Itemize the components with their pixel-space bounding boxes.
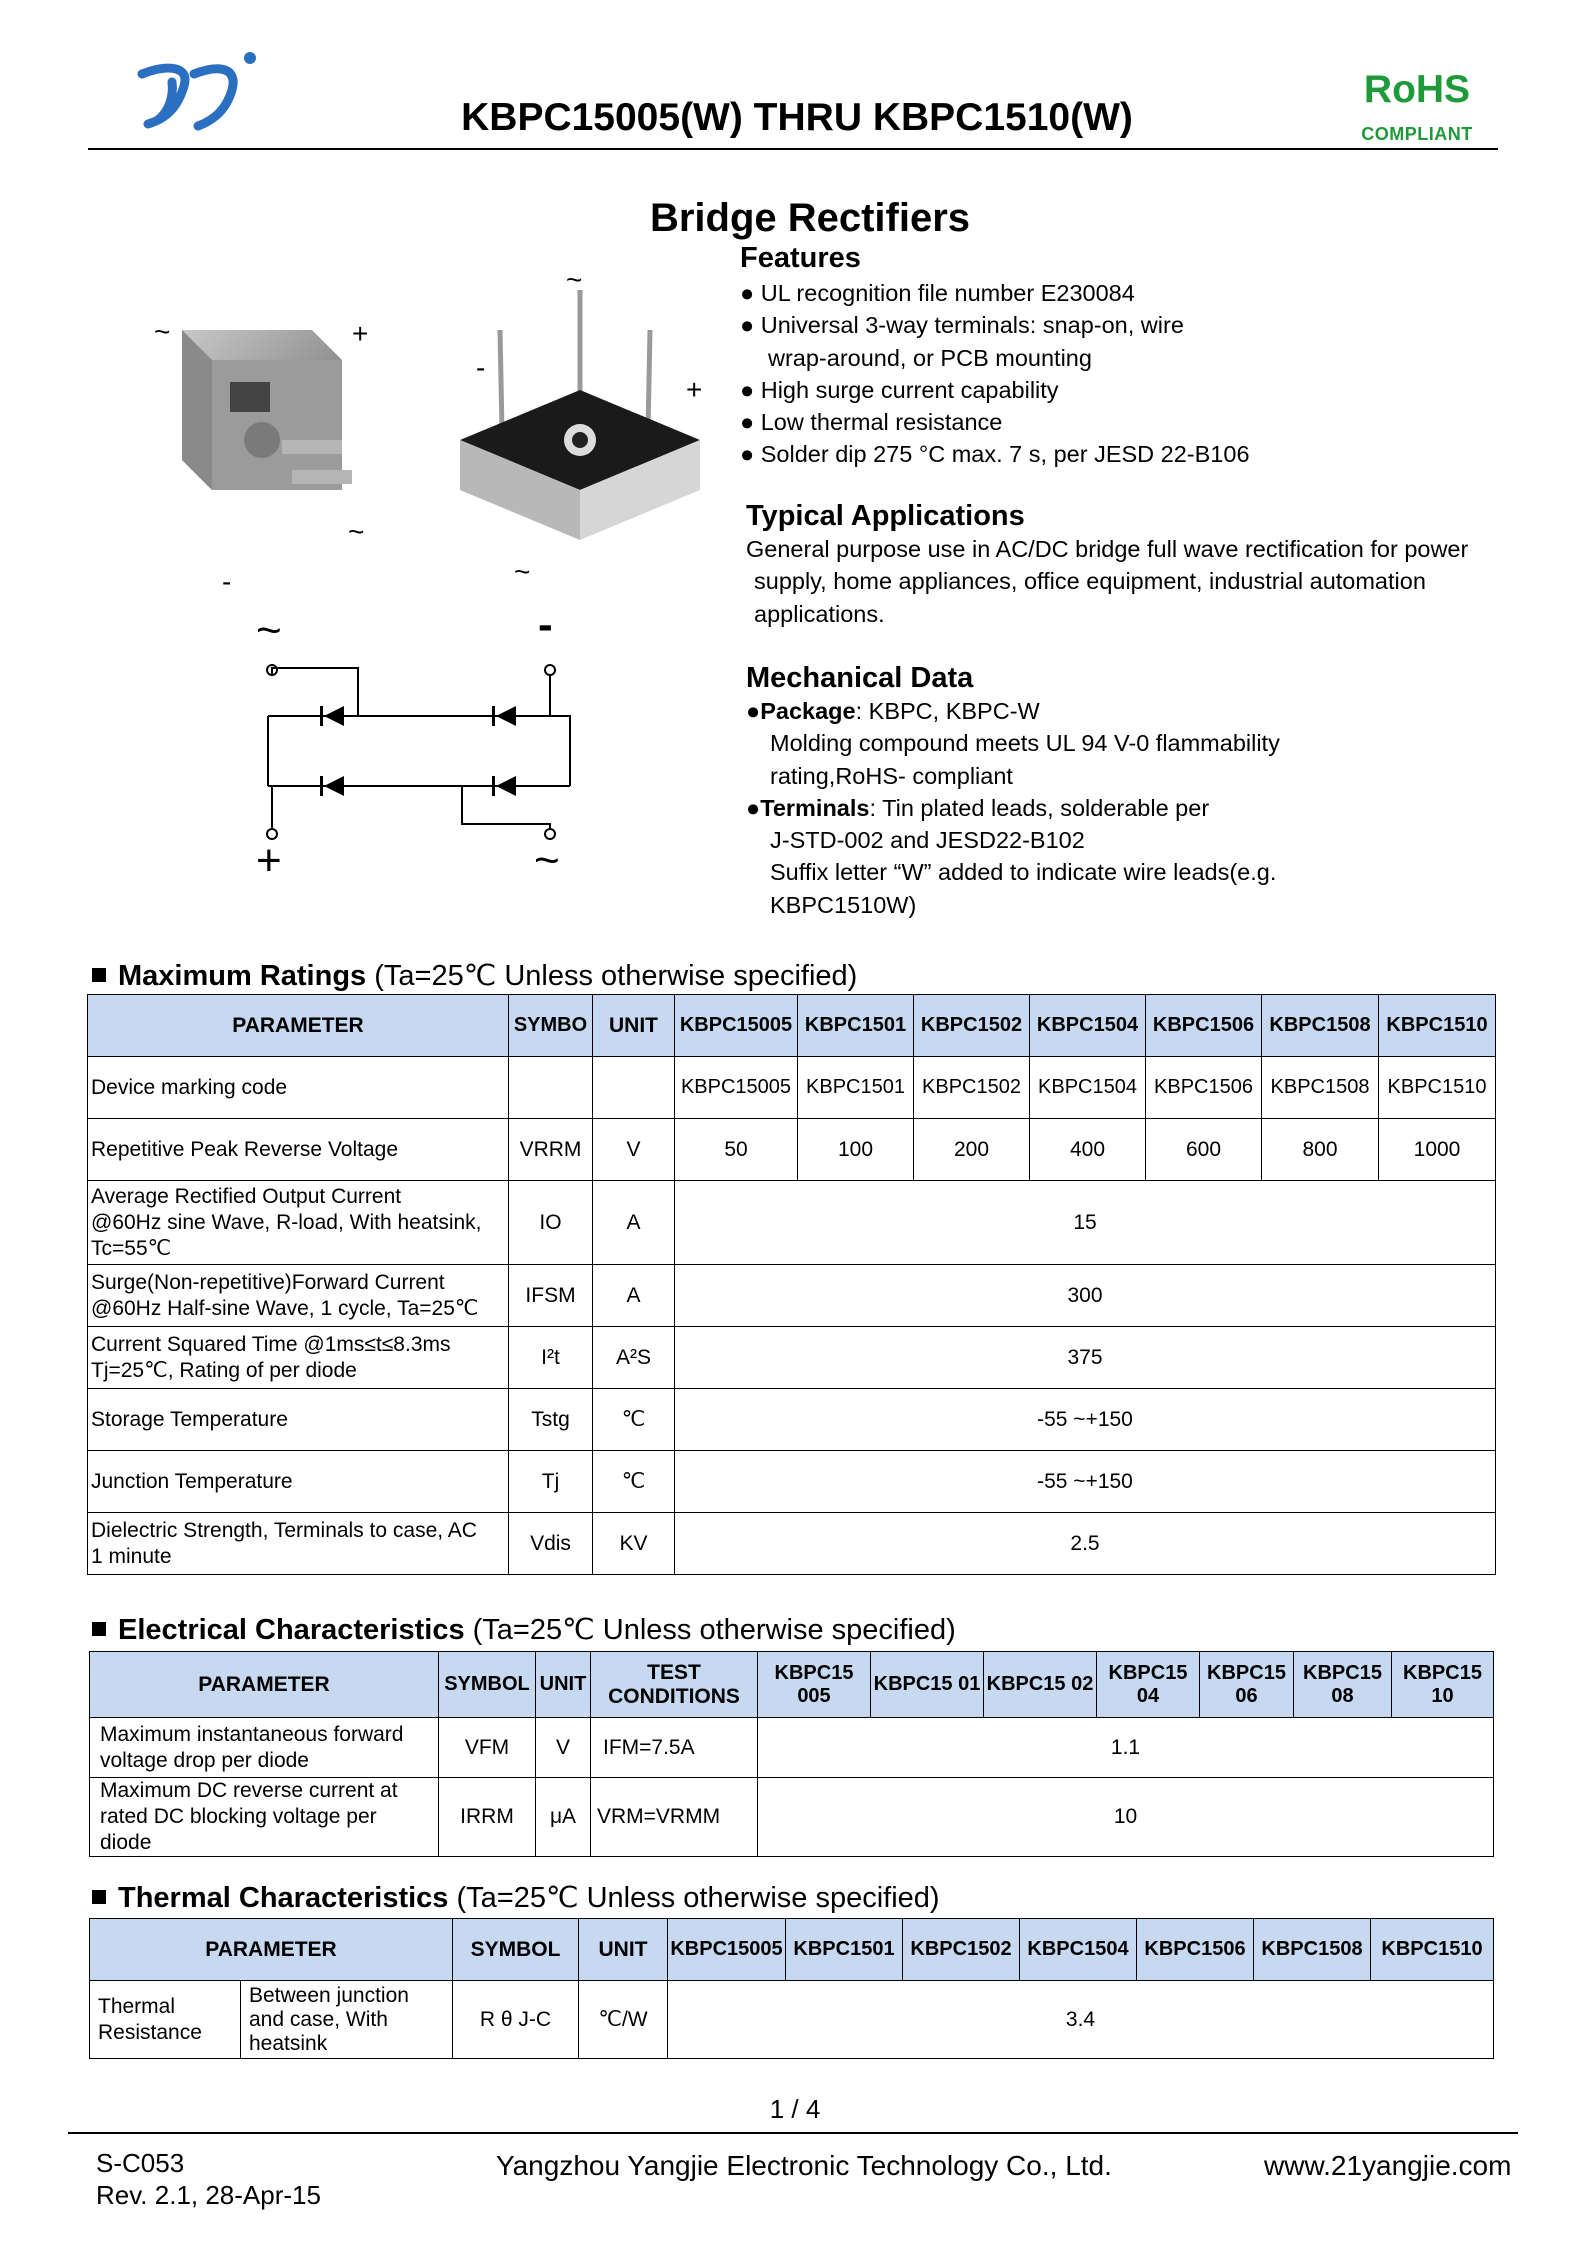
header-cell: PARAMETER: [90, 1919, 453, 1981]
header-cell: UNIT: [536, 1652, 591, 1718]
applications-text-line: supply, home appliances, office equipment, industrial automation: [754, 568, 1426, 595]
value-cell: 800: [1262, 1119, 1379, 1181]
feature-item: ● Universal 3-way terminals: snap-on, wire: [740, 312, 1184, 339]
table-row: [90, 1778, 1494, 1857]
header-cell: KBPC15 10: [1392, 1652, 1494, 1718]
table-row: [90, 1981, 1494, 2059]
electrical-heading: Electrical Characteristics (Ta=25℃ Unless otherwise specified): [92, 1612, 956, 1647]
pic1-label-ac-bottom: ~: [348, 516, 365, 547]
header-cell: UNIT: [593, 995, 675, 1057]
header-cell: KBPC15 01: [871, 1652, 984, 1718]
condition-cell: VRM=VRMM: [591, 1778, 758, 1857]
value-cell: KBPC1504: [1030, 1057, 1146, 1119]
symbol-cell: IFSM: [509, 1265, 593, 1327]
feature-item: ● Low thermal resistance: [740, 409, 1003, 436]
header-cell: KBPC1508: [1254, 1919, 1371, 1981]
header-cell: PARAMETER: [90, 1652, 439, 1718]
header-cell: KBPC1506: [1137, 1919, 1254, 1981]
features-section: [740, 242, 1510, 471]
document-title: KBPC15005(W) THRU KBPC1510(W): [461, 96, 1133, 139]
param-cell: Average Rectified Output Current @60Hz sine Wave, R-load, With heatsink, Tc=55℃: [88, 1181, 509, 1265]
table-row: [88, 1181, 1496, 1265]
header-cell: KBPC15 02: [984, 1652, 1097, 1718]
header-divider: [88, 148, 1498, 150]
unit-cell: KV: [593, 1513, 675, 1575]
value-cell: 2.5: [675, 1513, 1496, 1575]
feature-item: ● High surge current capability: [740, 376, 1059, 403]
table-row: [88, 1389, 1496, 1451]
revision-info: Rev. 2.1, 28-Apr-15: [96, 2180, 321, 2210]
param-cell: Current Squared Time @1ms≤t≤8.3ms Tj=25℃, Rating of per diode: [88, 1327, 509, 1389]
header-cell: TEST CONDITIONS: [591, 1652, 758, 1718]
applications-text-line: applications.: [754, 600, 885, 627]
company-website: www.21yangjie.com: [1264, 2150, 1512, 2181]
param-cell: Device marking code: [88, 1057, 509, 1119]
header-cell: KBPC1510: [1371, 1919, 1494, 1981]
mech-terminals-detail: Suffix letter “W” added to indicate wire leads(e.g.: [770, 859, 1277, 886]
param-cell: Dielectric Strength, Terminals to case, AC 1 minute: [88, 1513, 509, 1575]
product-category-title: Bridge Rectifiers: [649, 196, 971, 240]
typical-applications-section: [746, 500, 1516, 630]
symbol-cell: Tj: [509, 1451, 593, 1513]
document-code: S-C053: [96, 2148, 185, 2178]
param-cell: Repetitive Peak Reverse Voltage: [88, 1119, 509, 1181]
page-number: 1 / 4: [769, 2094, 821, 2124]
company-name: Yangzhou Yangjie Electronic Technology Co., Ltd.: [496, 2150, 1112, 2181]
unit-cell: μA: [536, 1778, 591, 1857]
unit-cell: A: [593, 1181, 675, 1265]
table-row: [88, 1057, 1496, 1119]
features-heading: Features: [740, 242, 861, 274]
symbol-cell: Tstg: [509, 1389, 593, 1451]
param-cell: Thermal Resistance: [90, 1981, 241, 2059]
table-row: [88, 1265, 1496, 1327]
value-cell: 15: [675, 1181, 1496, 1265]
rohs-compliant-label: COMPLIANT: [1361, 124, 1473, 144]
mech-terminals-line: ●Terminals: Tin plated leads, solderable per: [746, 794, 1210, 821]
header-cell: SYMBOL: [453, 1919, 579, 1981]
table-row: [88, 1513, 1496, 1575]
value-cell: 300: [675, 1265, 1496, 1327]
header-cell: KBPC1501: [786, 1919, 903, 1981]
table-row: [88, 1119, 1496, 1181]
header-cell: KBPC1502: [903, 1919, 1020, 1981]
schematic-label-ac-top: ~: [256, 606, 282, 655]
table-header-row: [88, 995, 1496, 1057]
symbol-cell: VRRM: [509, 1119, 593, 1181]
header-cell: KBPC1501: [798, 995, 914, 1057]
value-cell: 400: [1030, 1119, 1146, 1181]
header-cell: KBPC15005: [668, 1919, 786, 1981]
unit-cell: ℃: [593, 1451, 675, 1513]
unit-cell: ℃: [593, 1389, 675, 1451]
value-cell: 1000: [1379, 1119, 1496, 1181]
mech-terminals-detail: J-STD-002 and JESD22-B102: [770, 827, 1085, 854]
table-row: [88, 1451, 1496, 1513]
unit-cell: A: [593, 1265, 675, 1327]
package-photo-side-view: [142, 290, 372, 530]
header-cell: KBPC1504: [1030, 995, 1146, 1057]
header-cell: UNIT: [579, 1919, 668, 1981]
applications-text-line: General purpose use in AC/DC bridge full wave rectification for power: [746, 536, 1469, 562]
value-cell: KBPC1508: [1262, 1057, 1379, 1119]
header-cell: KBPC15 04: [1097, 1652, 1200, 1718]
header-cell: KBPC15005: [675, 995, 798, 1057]
symbol-cell: Vdis: [509, 1513, 593, 1575]
symbol-cell: R θ J-C: [453, 1981, 579, 2059]
unit-cell: V: [536, 1718, 591, 1778]
pic1-label-ac-top: ~: [154, 316, 171, 347]
header-cell: KBPC15 005: [758, 1652, 871, 1718]
symbol-cell: IRRM: [439, 1778, 536, 1857]
value-cell: KBPC15005: [675, 1057, 798, 1119]
value-cell: 200: [914, 1119, 1030, 1181]
value-cell: KBPC1502: [914, 1057, 1030, 1119]
thermal-heading: Thermal Characteristics (Ta=25℃ Unless otherwise specified): [92, 1880, 940, 1915]
header-cell: KBPC1504: [1020, 1919, 1137, 1981]
rohs-mark: RoHS: [1363, 68, 1471, 111]
symbol-cell: VFM: [439, 1718, 536, 1778]
unit-cell: ℃/W: [579, 1981, 668, 2059]
value-cell: KBPC1506: [1146, 1057, 1262, 1119]
value-cell: 600: [1146, 1119, 1262, 1181]
mech-package-detail: Molding compound meets UL 94 V-0 flammability: [770, 730, 1280, 757]
thermal-characteristics-table: [89, 1918, 1494, 2059]
value-cell: 50: [675, 1119, 798, 1181]
table-header-row: [90, 1652, 1494, 1718]
value-cell: 1.1: [758, 1718, 1494, 1778]
feature-item-continuation: wrap-around, or PCB mounting: [768, 344, 1092, 371]
mechanical-heading: Mechanical Data: [746, 662, 974, 694]
table-row: [88, 1327, 1496, 1389]
applications-heading: Typical Applications: [746, 500, 1025, 532]
value-cell: KBPC1501: [798, 1057, 914, 1119]
pic2-label-plus: +: [686, 374, 703, 405]
feature-item: ● UL recognition file number E230084: [740, 280, 1135, 306]
header-cell: KBPC1508: [1262, 995, 1379, 1057]
pic2-label-ac-top: ~: [566, 264, 583, 295]
value-cell: 10: [758, 1778, 1494, 1857]
electrical-characteristics-table: [89, 1651, 1494, 1857]
unit-cell: [593, 1057, 675, 1119]
header-cell: SYMBOL: [439, 1652, 536, 1718]
schematic-label-ac-bottom: ~: [534, 836, 560, 885]
table-row: [90, 1718, 1494, 1778]
value-cell: 100: [798, 1119, 914, 1181]
header-cell: KBPC15 08: [1294, 1652, 1392, 1718]
header-cell: SYMBO: [509, 995, 593, 1057]
param-cell: Storage Temperature: [88, 1389, 509, 1451]
feature-item: ● Solder dip 275 °C max. 7 s, per JESD 22-B106: [740, 441, 1250, 468]
table-header-row: [90, 1919, 1494, 1981]
param-cell: Junction Temperature: [88, 1451, 509, 1513]
param-detail-cell: Between junction and case, With heatsink: [241, 1981, 453, 2059]
condition-cell: IFM=7.5A: [591, 1718, 758, 1778]
header-cell: KBPC1510: [1379, 995, 1496, 1057]
value-cell: -55 ~+150: [675, 1451, 1496, 1513]
symbol-cell: IO: [509, 1181, 593, 1265]
header-cell: PARAMETER: [88, 995, 509, 1057]
value-cell: 3.4: [668, 1981, 1494, 2059]
value-cell: -55 ~+150: [675, 1389, 1496, 1451]
header-cell: KBPC1502: [914, 995, 1030, 1057]
unit-cell: V: [593, 1119, 675, 1181]
value-cell: 375: [675, 1327, 1496, 1389]
max-ratings-table: [87, 994, 1496, 1575]
package-photo-wire-leads: [440, 280, 720, 560]
schematic-label-plus: +: [256, 836, 282, 885]
schematic-label-minus: -: [538, 600, 553, 649]
symbol-cell: [509, 1057, 593, 1119]
pic1-label-plus: +: [352, 318, 369, 349]
max-ratings-heading: Maximum Ratings (Ta=25℃ Unless otherwise specified): [92, 958, 857, 993]
company-logo: [128, 42, 266, 134]
header-cell: KBPC15 06: [1200, 1652, 1294, 1718]
mech-package-line: ●Package: KBPC, KBPC-W: [746, 698, 1040, 724]
param-cell: Maximum instantaneous forward voltage drop per diode: [90, 1718, 439, 1778]
mechanical-data-section: [746, 662, 1516, 921]
param-cell: Surge(Non-repetitive)Forward Current @60Hz Half-sine Wave, 1 cycle, Ta=25℃: [88, 1265, 509, 1327]
mech-terminals-detail: KBPC1510W): [770, 891, 917, 918]
value-cell: KBPC1510: [1379, 1057, 1496, 1119]
pic2-label-ac-bottom: ~: [514, 556, 531, 587]
unit-cell: A²S: [593, 1327, 675, 1389]
mech-package-detail: rating,RoHS- compliant: [770, 762, 1013, 789]
footer-divider: [68, 2132, 1518, 2134]
pic1-label-minus: -: [222, 566, 232, 597]
header-cell: KBPC1506: [1146, 995, 1262, 1057]
symbol-cell: I²t: [509, 1327, 593, 1389]
param-cell: Maximum DC reverse current at rated DC blocking voltage per diode: [90, 1778, 439, 1857]
pic2-label-minus: -: [476, 352, 486, 383]
